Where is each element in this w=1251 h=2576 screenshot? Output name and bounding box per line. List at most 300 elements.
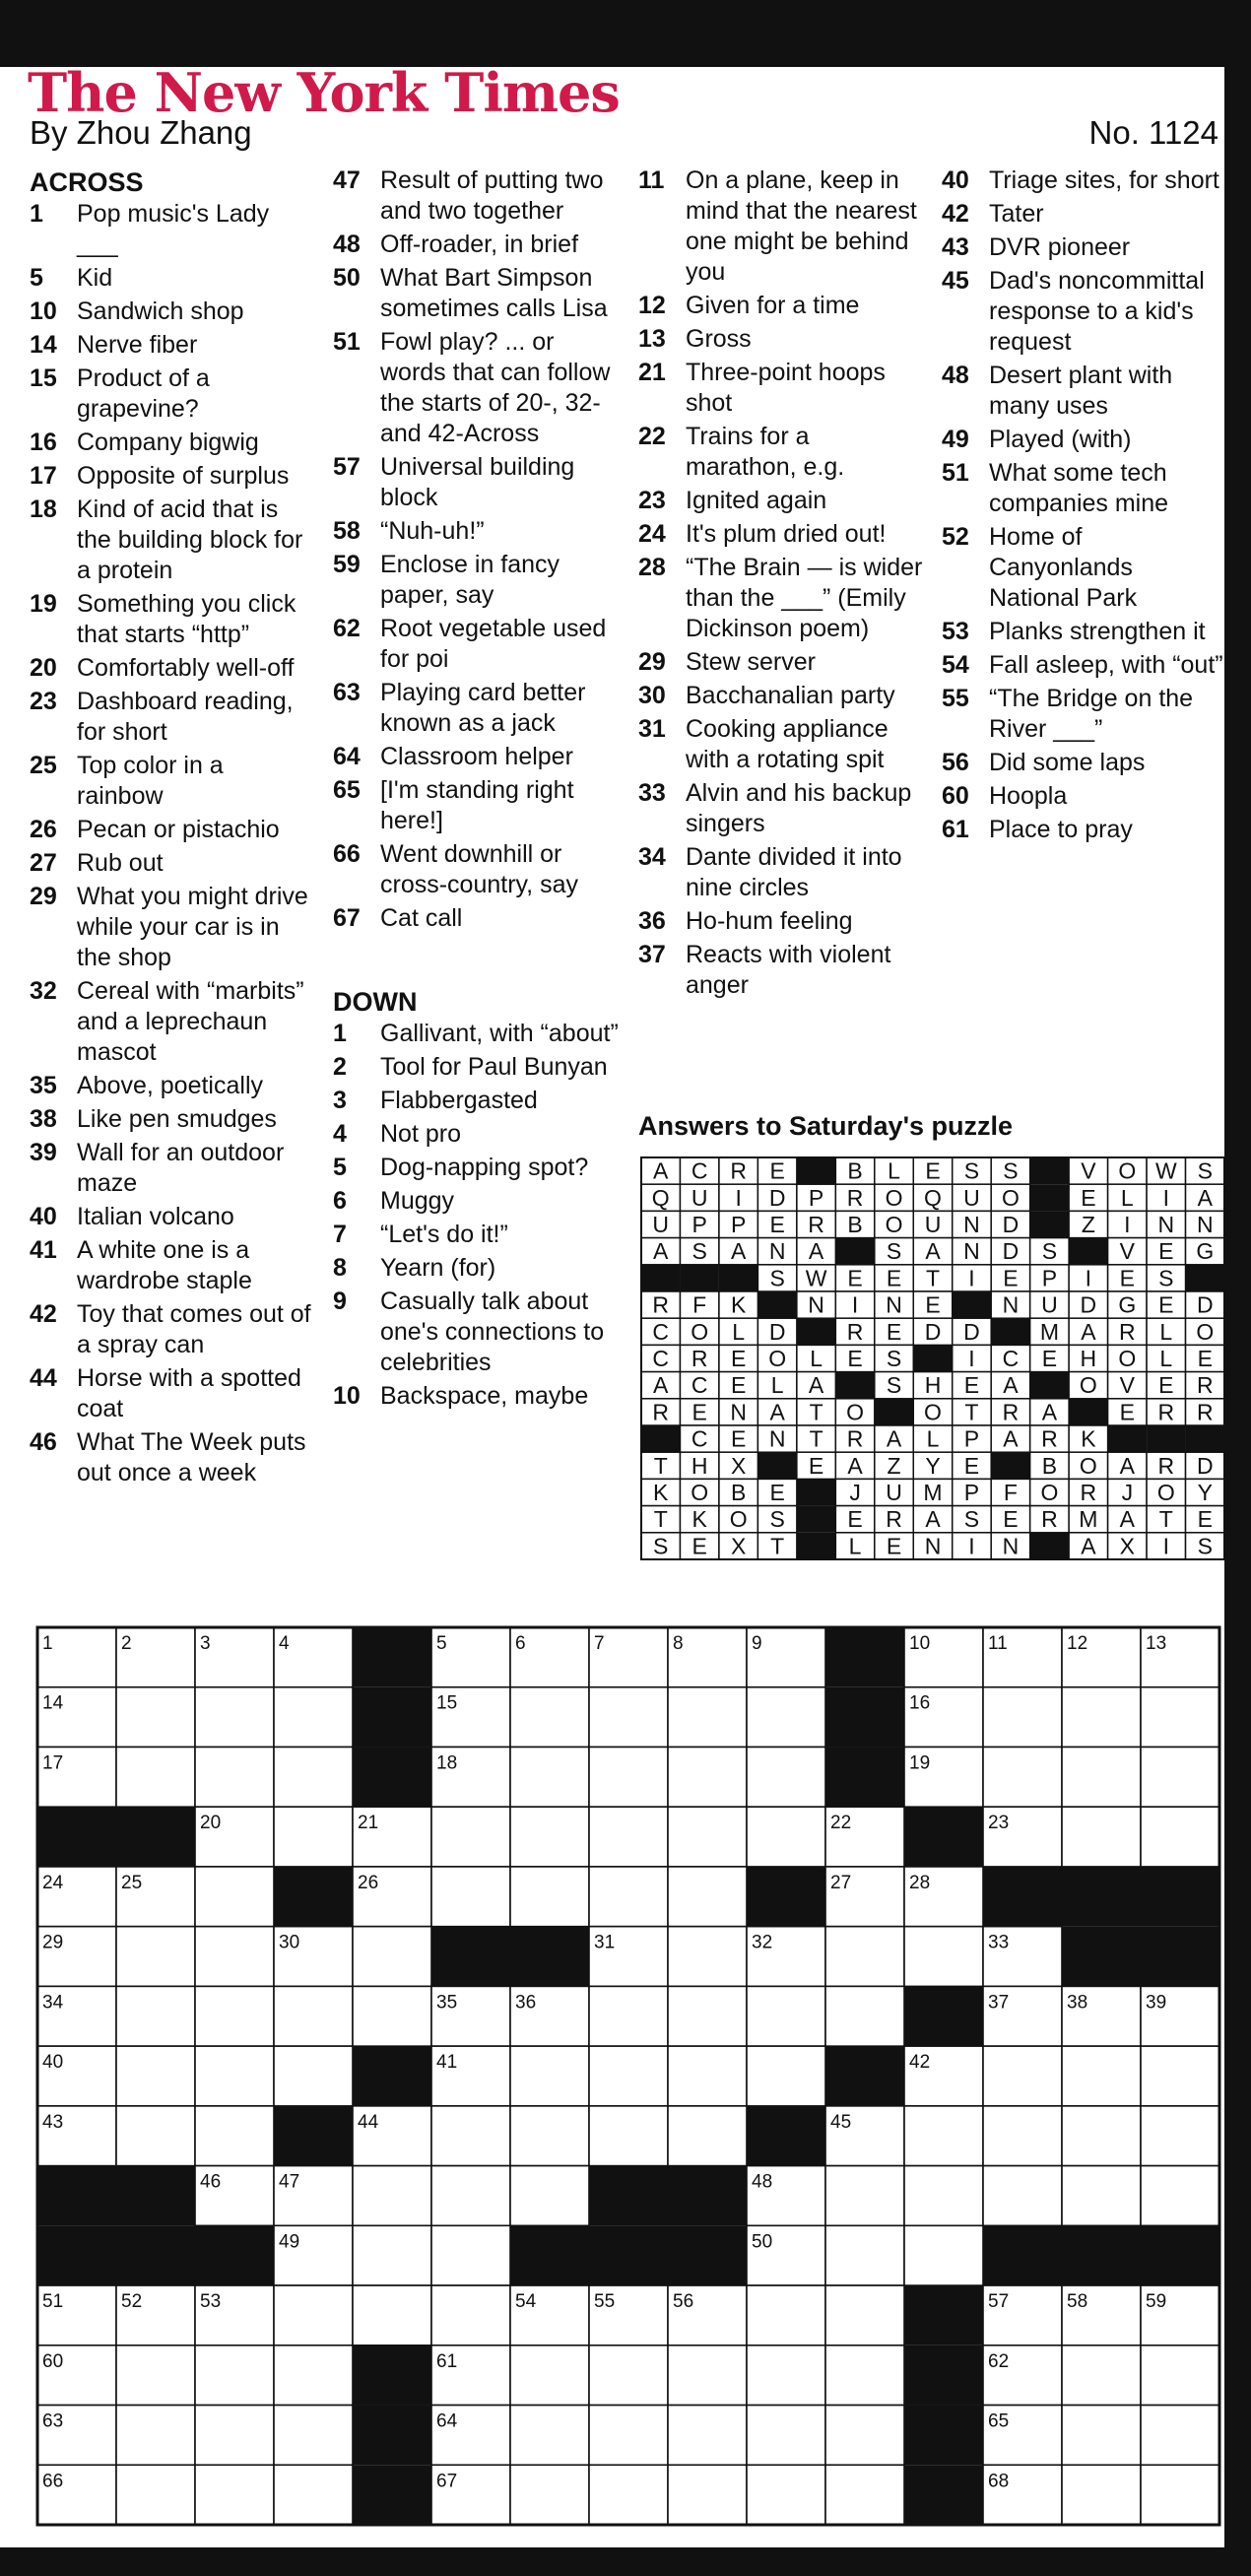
clue-number: 51 [333, 328, 361, 356]
across-clue [30, 363, 315, 425]
clue-number: 54 [942, 651, 969, 679]
answer-letter: A [1041, 1399, 1058, 1425]
grid-black-square [353, 2406, 431, 2466]
clue-text: Cereal with “marbits” and a leprechaun mascot [77, 977, 304, 1066]
grid-clue-number: 13 [1146, 1633, 1167, 1654]
answer-black-square [797, 1506, 835, 1533]
answer-letter: I [1162, 1533, 1169, 1559]
grid-black-square [825, 1747, 904, 1807]
grid-clue-number: 32 [752, 1932, 773, 1953]
grid-clue-number: 41 [436, 2052, 458, 2074]
clue-number: 9 [333, 1288, 347, 1315]
answer-letter: O [885, 1184, 903, 1211]
answer-letter: R [1041, 1506, 1058, 1533]
clue-text: Backspace, maybe [380, 1382, 589, 1410]
across-clue [333, 452, 619, 513]
answer-letter: R [1041, 1425, 1058, 1452]
down-clue [638, 778, 924, 839]
grid-clue-number: 59 [1146, 2291, 1167, 2313]
down-clue [638, 842, 924, 903]
clue-number: 1 [30, 200, 43, 228]
across-clue [30, 1235, 315, 1296]
answer-letter: R [1119, 1318, 1136, 1345]
clue-text: Wall for an outdoor maze [77, 1139, 285, 1197]
clue-number: 17 [30, 462, 57, 490]
clue-number: 48 [333, 231, 361, 258]
clue-number: 13 [638, 325, 666, 353]
clue-text: Cooking appliance with a rotating spit [686, 715, 889, 773]
answer-letter: O [885, 1212, 903, 1237]
clue-text: Hoopla [989, 782, 1068, 810]
grid-square [353, 1927, 431, 1987]
answer-letter: N [1002, 1291, 1020, 1318]
answer-letter: D [1002, 1238, 1020, 1265]
clue-number: 43 [942, 233, 969, 261]
down-clue [638, 647, 924, 678]
down-clue [942, 199, 1224, 230]
clue-text: Enclose in fancy paper, say [380, 551, 560, 609]
answer-letter: P [691, 1212, 707, 1237]
grid-square [195, 1747, 274, 1807]
grid-square [589, 1687, 668, 1748]
answer-letter: E [1003, 1265, 1019, 1291]
answer-letter: E [847, 1265, 863, 1291]
clue-text: Result of putting two and two together [380, 166, 604, 225]
answer-letter: L [1159, 1318, 1173, 1345]
answer-letter: K [730, 1291, 747, 1318]
grid-clue-number: 18 [436, 1752, 458, 1774]
clue-text: Pop music's Lady ___ [77, 200, 270, 258]
grid-clue-number: 31 [594, 1932, 616, 1953]
clue-text: Not pro [380, 1120, 461, 1148]
answer-black-square [1030, 1157, 1069, 1184]
answer-letter: C [652, 1318, 670, 1345]
clue-number: 33 [638, 779, 666, 807]
grid-clue-number: 26 [358, 1872, 379, 1893]
answer-letter: E [886, 1265, 902, 1291]
grid-square [195, 1986, 274, 2046]
clue-text: Something you click that starts “http” [77, 590, 296, 648]
grid-square [274, 1747, 353, 1807]
clue-number: 55 [942, 685, 969, 712]
answer-letter: O [768, 1346, 787, 1371]
down-clue [638, 553, 924, 644]
across-clue [30, 1104, 315, 1135]
clue-text: Nerve fiber [77, 331, 198, 359]
answer-letter: R [1196, 1372, 1214, 1399]
answer-letter: L [810, 1346, 823, 1371]
clue-text: Classroom helper [380, 743, 573, 770]
answer-black-square [757, 1291, 796, 1318]
grid-square [589, 1747, 668, 1807]
answer-letter: M [1039, 1318, 1059, 1345]
grid-clue-number: 42 [909, 2052, 931, 2074]
answer-letter: L [732, 1318, 746, 1345]
grid-square [1062, 2345, 1141, 2406]
answer-black-square [953, 1291, 991, 1318]
answer-letter: K [1081, 1425, 1096, 1452]
clue-column-4 [942, 165, 1224, 848]
grid-clue-number: 50 [752, 2231, 773, 2253]
clue-text: Universal building block [380, 453, 575, 511]
answer-letter: S [653, 1533, 669, 1559]
grid-black-square [1062, 2225, 1141, 2285]
grid-square [825, 2465, 904, 2525]
clue-number: 65 [333, 776, 361, 804]
clue-text: On a plane, keep in mind that the nearest one might be behind you [686, 166, 917, 286]
across-clue [30, 653, 315, 684]
answer-letter: R [730, 1157, 747, 1184]
answer-letter: S [886, 1346, 902, 1371]
answer-letter: D [924, 1318, 942, 1345]
answer-letter: E [1197, 1506, 1213, 1533]
answer-letter: G [1118, 1291, 1137, 1318]
grid-square [747, 2406, 825, 2466]
grid-square [353, 2285, 431, 2345]
clue-column-1 [30, 165, 315, 1491]
clue-number: 64 [333, 743, 361, 770]
grid-square [589, 1867, 668, 1927]
grid-clue-number: 55 [594, 2291, 616, 2313]
clue-number: 34 [638, 843, 666, 871]
answer-letter: E [769, 1157, 785, 1184]
grid-square [668, 1986, 747, 2046]
grid-black-square [747, 2106, 825, 2166]
grid-square [510, 1807, 589, 1867]
across-clue [30, 589, 315, 650]
grid-square [431, 2106, 510, 2166]
grid-square [1141, 2106, 1219, 2166]
answer-letter: E [963, 1452, 980, 1479]
across-heading: ACROSS [30, 167, 144, 197]
grid-square [904, 2106, 983, 2166]
across-clue [30, 1202, 315, 1232]
answer-letter: R [1157, 1399, 1175, 1425]
answer-letter: E [847, 1506, 863, 1533]
clue-number: 46 [30, 1428, 57, 1456]
grid-clue-number: 66 [42, 2471, 64, 2492]
clue-text: Given for a time [686, 292, 860, 319]
grid-black-square [668, 2225, 747, 2285]
grid-square [353, 1986, 431, 2046]
clue-number: 31 [638, 715, 666, 743]
grid-square [904, 1927, 983, 1987]
down-clue [942, 522, 1224, 614]
clue-number: 28 [638, 554, 666, 581]
down-clue [333, 1381, 619, 1412]
clue-text: Company bigwig [77, 429, 259, 456]
grid-square [116, 2406, 195, 2466]
answer-letter: I [968, 1346, 975, 1371]
grid-square [274, 2046, 353, 2106]
answer-letter: I [851, 1291, 859, 1318]
grid-square [1062, 1687, 1141, 1748]
grid-clue-number: 24 [42, 1872, 64, 1893]
grid-square [431, 1867, 510, 1927]
answer-letter: T [1158, 1506, 1173, 1533]
grid-clue-number: 45 [830, 2111, 852, 2133]
clue-number: 62 [333, 615, 361, 642]
clue-text: Desert plant with many uses [989, 362, 1173, 420]
answer-black-square [797, 1479, 835, 1505]
grid-clue-number: 23 [988, 1813, 1010, 1834]
answer-letter: O [1118, 1157, 1137, 1184]
answer-letter: E [1119, 1265, 1136, 1291]
grid-clue-number: 7 [594, 1633, 605, 1654]
answer-letter: N [924, 1533, 942, 1559]
clue-number: 1 [333, 1020, 347, 1047]
grid-clue-number: 20 [200, 1813, 222, 1834]
grid-clue-number: 12 [1067, 1633, 1088, 1654]
clue-text: What The Week puts out once a week [77, 1428, 306, 1486]
answer-letter: R [652, 1291, 670, 1318]
grid-black-square [353, 1687, 431, 1748]
answer-letter: X [730, 1452, 747, 1479]
clue-number: 66 [333, 840, 361, 868]
clue-text: Played (with) [989, 426, 1132, 453]
answer-black-square [1186, 1425, 1224, 1452]
down-clue [333, 1220, 619, 1250]
answer-letter: U [1041, 1291, 1058, 1318]
grid-clue-number: 40 [42, 2052, 64, 2074]
clue-number: 19 [30, 590, 57, 618]
down-clue [942, 748, 1224, 778]
across-clue [30, 882, 315, 973]
answer-letter: R [846, 1184, 864, 1211]
answer-letter: L [770, 1372, 784, 1399]
answer-letter: T [925, 1265, 941, 1291]
grid-black-square [904, 1807, 983, 1867]
grid-clue-number: 28 [909, 1872, 931, 1893]
grid-square [589, 1986, 668, 2046]
down-clue [333, 1019, 619, 1049]
grid-black-square [116, 2225, 195, 2285]
grid-square [983, 2166, 1062, 2226]
across-clue [30, 330, 315, 361]
clue-text: Kid [77, 264, 113, 292]
grid-clue-number: 33 [988, 1932, 1010, 1953]
answer-letter: S [1197, 1533, 1213, 1559]
clue-number: 3 [333, 1087, 347, 1114]
answer-letter: A [653, 1372, 669, 1399]
clue-number: 60 [942, 782, 969, 810]
answer-letter: A [653, 1238, 669, 1265]
clue-text: Cat call [380, 904, 463, 932]
across-clue [30, 1299, 315, 1360]
grid-clue-number: 14 [42, 1692, 64, 1714]
grid-square [825, 2225, 904, 2285]
answer-letter: D [1196, 1452, 1214, 1479]
grid-square [747, 2345, 825, 2406]
answer-letter: E [730, 1346, 747, 1371]
clue-text: It's plum dried out! [686, 520, 887, 548]
clue-number: 40 [30, 1203, 57, 1230]
down-clue [333, 1253, 619, 1284]
answer-black-square [1108, 1425, 1147, 1452]
answer-black-square [1030, 1533, 1069, 1559]
down-clue [333, 1186, 619, 1217]
answer-letter: E [1197, 1346, 1213, 1371]
answer-letter: O [1079, 1372, 1097, 1399]
answer-letter: I [968, 1533, 975, 1559]
across-clue [30, 461, 315, 492]
grid-square [983, 1747, 1062, 1807]
grid-square [510, 1867, 589, 1927]
grid-square [668, 1927, 747, 1987]
answer-letter: I [1085, 1265, 1092, 1291]
grid-square [195, 1927, 274, 1987]
across-clue [30, 1427, 315, 1488]
answer-letter: O [1156, 1480, 1175, 1505]
grid-square [747, 1747, 825, 1807]
grid-clue-number: 63 [42, 2411, 64, 2432]
answer-letter: E [730, 1372, 747, 1399]
grid-black-square [589, 2166, 668, 2226]
clue-number: 45 [942, 267, 969, 295]
clue-text: Bacchanalian party [686, 682, 895, 709]
answer-letter: S [769, 1506, 785, 1533]
puzzle-number: No. 1124 [1088, 114, 1218, 151]
grid-square [983, 2046, 1062, 2106]
answer-letter: E [691, 1399, 707, 1425]
across-clue [30, 199, 315, 260]
answer-letter: E [1158, 1372, 1174, 1399]
answer-black-square [719, 1265, 757, 1291]
grid-clue-number: 1 [42, 1633, 53, 1654]
grid-square [510, 2345, 589, 2406]
across-clue [333, 614, 619, 675]
clue-text: Triage sites, for short [989, 166, 1219, 194]
clue-text: A white one is a wardrobe staple [77, 1236, 252, 1294]
clue-number: 37 [638, 941, 666, 968]
grid-square [1062, 1747, 1141, 1807]
down-clue [638, 714, 924, 775]
answer-black-square [1186, 1265, 1224, 1291]
clue-number: 5 [30, 264, 43, 292]
grid-clue-number: 11 [988, 1633, 1008, 1654]
grid-square [510, 2406, 589, 2466]
answer-letter: O [1196, 1318, 1215, 1345]
across-clue [30, 976, 315, 1068]
grid-black-square [353, 1747, 431, 1807]
clue-text: Product of a grapevine? [77, 364, 210, 423]
answer-letter: I [1162, 1184, 1169, 1211]
answer-letter: Q [924, 1184, 942, 1211]
answer-letter: E [925, 1291, 941, 1318]
grid-square [1141, 2406, 1219, 2466]
grid-square [1141, 2465, 1219, 2525]
answer-letter: G [1196, 1238, 1215, 1265]
grid-square [668, 2106, 747, 2166]
grid-clue-number: 19 [909, 1752, 931, 1774]
answer-letter: E [1158, 1291, 1174, 1318]
down-clue [333, 1052, 619, 1083]
grid-clue-number: 37 [988, 1992, 1010, 2014]
answer-letter: S [886, 1372, 902, 1399]
clue-text: Dashboard reading, for short [77, 688, 294, 746]
grid-square [116, 1687, 195, 1748]
answer-letter: F [1003, 1480, 1018, 1505]
down-clue [638, 358, 924, 419]
answer-letter: R [846, 1318, 864, 1345]
across-clue [30, 687, 315, 748]
down-clue [638, 681, 924, 711]
clue-text: Flabbergasted [380, 1087, 538, 1114]
grid-black-square [904, 2406, 983, 2466]
answer-letter: A [769, 1399, 785, 1425]
answer-letter: B [730, 1480, 747, 1505]
clue-number: 63 [333, 679, 361, 706]
grid-clue-number: 38 [1067, 1992, 1088, 2014]
answer-letter: A [847, 1452, 863, 1479]
grid-black-square [904, 2285, 983, 2345]
clue-text: Top color in a rainbow [77, 752, 224, 810]
answer-letter: T [653, 1506, 668, 1533]
clue-text: Root vegetable used for poi [380, 615, 607, 673]
down-clue [942, 165, 1224, 196]
answer-letter: R [691, 1346, 708, 1371]
grid-black-square [1062, 1867, 1141, 1927]
answer-letter: X [730, 1533, 747, 1559]
down-clue [942, 425, 1224, 455]
grid-black-square [825, 1687, 904, 1748]
answer-letter: R [846, 1425, 864, 1452]
grid-black-square [904, 2345, 983, 2406]
grid-black-square [1141, 1927, 1219, 1987]
down-clue [942, 650, 1224, 681]
answer-letter: S [691, 1238, 707, 1265]
grid-square [983, 1687, 1062, 1748]
clue-number: 24 [638, 520, 666, 548]
grid-square [510, 2465, 589, 2525]
answer-letter: N [808, 1291, 824, 1318]
clue-number: 21 [638, 359, 666, 386]
clue-number: 29 [30, 883, 57, 910]
grid-square [589, 2465, 668, 2525]
grid-clue-number: 47 [279, 2171, 300, 2193]
grid-black-square [510, 2225, 589, 2285]
down-clue [638, 324, 924, 355]
grid-square [825, 1927, 904, 1987]
grid-square [1141, 2166, 1219, 2226]
answer-letter: U [963, 1184, 980, 1211]
clue-number: 30 [638, 682, 666, 709]
grid-square [274, 1986, 353, 2046]
answer-letter: D [768, 1318, 786, 1345]
grid-clue-number: 3 [200, 1633, 211, 1654]
answer-letter: N [768, 1238, 786, 1265]
answer-letter: U [924, 1212, 942, 1237]
grid-square [1141, 1747, 1219, 1807]
clue-number: 25 [30, 752, 57, 779]
grid-black-square [1141, 1867, 1219, 1927]
answer-letter: V [1081, 1157, 1096, 1184]
answer-letter: Y [1197, 1480, 1213, 1505]
across-clue [30, 495, 315, 586]
grid-clue-number: 60 [42, 2350, 64, 2372]
across-clue [30, 751, 315, 812]
answer-letter: R [1157, 1452, 1175, 1479]
answer-black-square [875, 1399, 913, 1425]
grid-clue-number: 67 [436, 2471, 458, 2492]
grid-square [747, 2465, 825, 2525]
grid-square [747, 1687, 825, 1748]
grid-square [116, 2465, 195, 2525]
clue-number: 2 [333, 1053, 347, 1081]
grid-clue-number: 57 [988, 2291, 1010, 2313]
answer-letter: A [1119, 1452, 1136, 1479]
answer-letter: N [1002, 1533, 1020, 1559]
